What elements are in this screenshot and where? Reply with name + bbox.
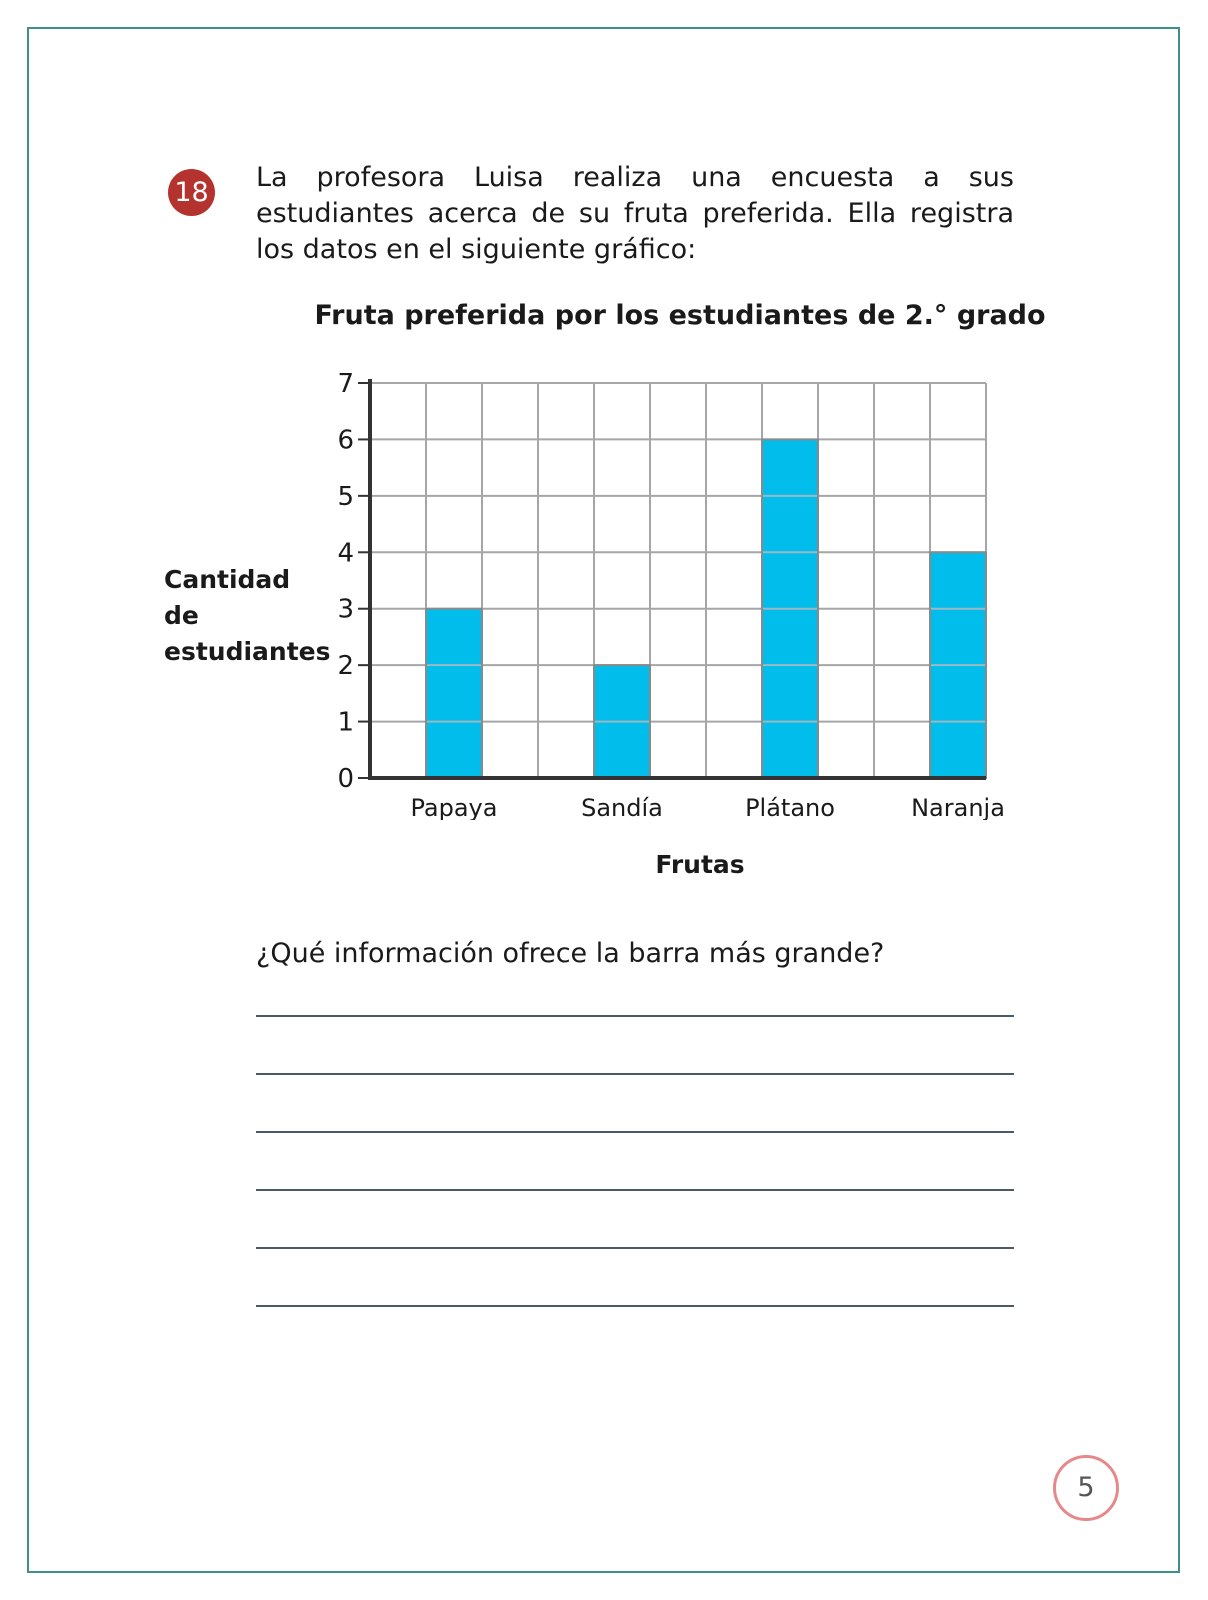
bar-papaya xyxy=(426,609,482,778)
y-tick-label: 2 xyxy=(337,651,354,682)
x-tick-label: Sandía xyxy=(581,794,663,820)
x-tick-labels xyxy=(411,794,1005,820)
answer-line[interactable] xyxy=(256,1189,1014,1191)
question-ask: ¿Qué información ofrece la barra más grande? xyxy=(256,938,885,969)
page-number: 5 xyxy=(1053,1455,1119,1521)
x-tick-label: Plátano xyxy=(745,794,835,820)
y-tick-labels xyxy=(337,369,354,794)
question-prompt: La profesora Luisa realiza una encuesta a sus estudiantes acerca de su fruta preferida. Ella registra los datos en el siguiente gráfico: xyxy=(256,162,1014,265)
answer-line[interactable] xyxy=(256,1073,1014,1075)
y-tick-label: 7 xyxy=(337,369,354,399)
y-tick-label: 5 xyxy=(337,481,354,512)
y-tick-label: 0 xyxy=(337,764,354,794)
bar-chart xyxy=(320,360,1010,820)
answer-line[interactable] xyxy=(256,1305,1014,1307)
y-axis-label: Cantidad de estudiantes xyxy=(164,565,331,666)
answer-line[interactable] xyxy=(256,1015,1014,1017)
x-tick-label: Papaya xyxy=(410,794,498,820)
y-tick-label: 1 xyxy=(337,707,354,738)
x-axis-label: Frutas xyxy=(655,850,745,879)
y-tick-label: 6 xyxy=(337,425,354,456)
y-tick-label: 4 xyxy=(337,538,354,569)
x-tick-label: Naranja xyxy=(911,794,1005,820)
question-number-badge: 18 xyxy=(168,169,215,216)
chart-title: Fruta preferida por los estudiantes de 2.° grado xyxy=(314,300,1046,331)
answer-line[interactable] xyxy=(256,1131,1014,1133)
answer-line[interactable] xyxy=(256,1247,1014,1249)
y-tick-label: 3 xyxy=(337,594,354,625)
